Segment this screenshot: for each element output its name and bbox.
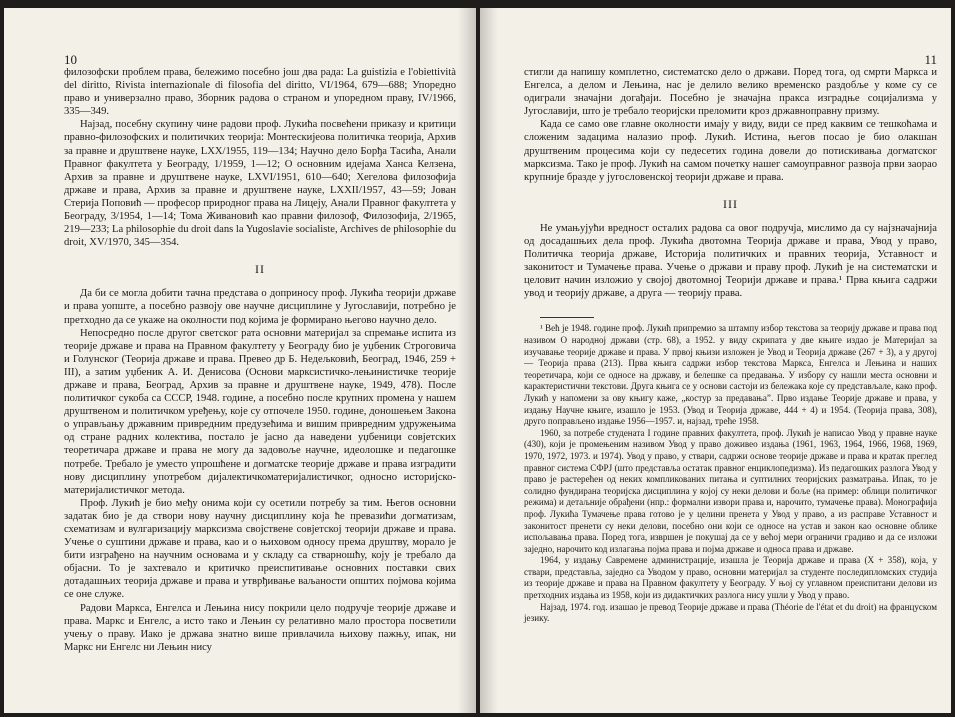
paragraph: Не умањујући вредност осталих радова са овог подручја, мислимо да су најзначајнија од досадашњих дела проф. Лукића двотомна Теорија државе и права, Увод у право, Политичка теорија државе, Историја политичких и правних теорија, Уставност и законитост и Тумачење права. Учење о држави и праву проф. Лукић је на систематски и целовит начин изложио у својој двотомној Теорији државе и права.¹ Прва књига садржи увод и теорију државе, а друга — теорију права.	[524, 222, 937, 300]
left-page-text	[64, 66, 456, 654]
paragraph: филозофски проблем права, бележимо посебно још два рада: La guistizia e l'obiettività del diritto, Rivista internazionale di filosofia del diritto, VI/1964, 679—688; Упоредно право и универзално право, Зборник радова о страном и упоредном праву, IV/1966, 335—349.	[64, 67, 456, 118]
footnote: Најзад, 1974. год. изашао је превод Теорије државе и права (Théorie de l'état et du droit) на француском језику.	[524, 601, 937, 624]
page-number: 11	[924, 52, 937, 67]
page-number: 10	[64, 52, 77, 67]
paragraph: Да би се могла добити тачна представа о доприносу проф. Лукића теорији државе и права уопште, а посебно развоју ове научне дисциплине у Југославији, потребно је претходно да се укаже на околности под којима је формирано његово научно дело.	[64, 288, 456, 326]
right-page	[480, 8, 951, 713]
paragraph: стигли да напишу комплетно, систематско дело о држави. Поред тога, од смрти Маркса и Енгелса, а делом и Лењина, нас је делило велико временско раздобље у коме су се одиграли значајни догађаји. Посебно је значајна пракса изградње социјализма у Југославији, што је требало теоријски преломити кроз државноправну призму.	[524, 67, 937, 118]
right-page-text	[524, 66, 937, 625]
spine-shadow	[480, 8, 498, 713]
paragraph: Када се само ове главне околности имају у виду, види се пред каквим се тешкоћама и сложеним задацима налазио проф. Лукић. Истина, његов посао је био олакшан друштвеним процесима који су педесетих година довели до потискивања догматског марксизма. Тако је проф. Лукић на самом почетку нашег самоуправног развоја први заорао крупније бразде у југословенској теорији државе и права.	[524, 119, 937, 183]
paragraph: Непосредно после другог светског рата основни материјал за спремање испита из теорије државе и права на Правном факултету у Београду био је уџбеник Строговича и Голунског (Теорија државе и права. Превео др Б. Недељковић, Београд, 1946, 259 + III), а затим уџбеник А. И. Денисова (Основи марксистичко-лењинистичке теорије државе и права, Београд, Архив за правне и друштвене науке, 1949, 478). После политичког сукоба са СССР, 1948. године, а посебно после крупних промена у нашем друштвеном и политичком уређењу, које су отпочеле 1950. године, доношењем Закона о управљању државним привредним предузећима и вишим привредним удружењима од стране радних колектива, постало је јасно да наведени уџбеници совјетских теоретичара државе и права не могу да задовоље научне, идеолошке и педагошке потребе. Требало је уместо упрошћене и догматске теорије државе и права изградити нову дисциплину употребом дијалектичкоматеријалистичког, односно историјско-материјалистичког метода.	[64, 327, 456, 496]
spine-shadow	[458, 8, 476, 713]
left-page	[4, 8, 476, 713]
section-heading: III	[723, 196, 738, 211]
footnote: ¹ Већ је 1948. године проф. Лукић припремио за штампу избор текстова за теорију државе и права под називом О народној држави (стр. 68), а 1952. у виду скрипата у две књиге издао је Материјал за изучавање теорије државе и права. У првој књизи изложен је Увод и Теорија државе (267 + 3), а у другој — Теорија права (213). Прва књига садржи избор текстова Маркса, Енгелса и Лењина и наших теоретичара, који се односе на државу, и белешке са предавања. У избору су нашли места основни и карактеристични текстови. Друга књига се у основи састоји из бележака које су представљале, како проф. Лукић у напомени за ову књигу каже, „костур за предавања”. Прво издање Теорије државе и права, у издању Научне књиге, изашло је 1953. (Увод и Теорија државе, 444 + 4) и 1954. (Теорија права, 308), друго поправљено издање 1956—1957. и, најзад, треће 1958.	[524, 323, 937, 427]
section-heading: II	[255, 262, 265, 277]
footnote: 1964, у издању Савремене администрације, изашла је Теорија државе и права (X + 358), која, у ствари, представља, заједно са Уводом у право, основни материјал за студенте последипломских студија из теорије државе и права на Правном факултету у Београду. У њој су углавном преиспитани делови из претходних издања из 1958, који из дидактичких разлога нису ушли у Увод у право.	[524, 555, 937, 601]
paragraph: Радови Маркса, Енгелса и Лењина нису покрили цело подручје теорије државе и права. Маркс и Енгелс, а исто тако и Лењин су релативно мало простора посветили учењу о праву. Иако је држава знатно више привлачила њихову пажњу, ипак, ни Маркс ни Енгелс ни Лењин нису	[64, 602, 456, 653]
paragraph: Најзад, посебну скупину чине радови проф. Лукића посвећени приказу и критици правно-филозофских и политичких теорија: Монтескијеова политичка теорија, Архив за правне и друштвене науке, LXX/1955, 119—134; Научно дело Борђа Тасића, Анали Правног факултета у Београду, 1/1959, 1—12; О основним идејама Ханса Келзена, Архив за правне и друштвене науке, LXVI/1951, 610—640; Хегелова филозофија државе и права, Архив за правне и друштвене науке, LXXII/1957, 43—59; Јован Стерија Поповић — професор природног права на Лицеју, Анали Правног факултета у Београду, 3/1954, 1—14; Тома Живановић као правни филозоф, Филозофија, 2/1965, 219—233; La philosophie du droit dans la Yugoslavie socialiste, Archives de philosophie du droit, XV/1970, 345—354.	[64, 119, 456, 249]
footnote: 1960, за потребе студената I године правних факултета, проф. Лукић је написао Увод у правне науке (430), који је промењеним називом Увод у право доживео издања (1961, 1963, 1964, 1966, 1968, 1969, 1970, 1972, 1973. и 1974). Увод у право, у ствари, садржи основе теорије државе и права и кратак преглед правног система СФРЈ (што представља остатак правног енциклопедизма). Из педагошких разлога Увод у право је растерећен од неких компликованих питања и суптилних теоријских разматрања. Ипак, то је солидно фундирана теоријска дисциплина у којој су неки делови и боље (на пример: облици политичког режима) и детаљније обрађени (нпр.: формални извори права и, нарочито, тумачење права). Монографија проф. Лукића Тумачење права готово је у целини пренета у Увод у право, а из расправе Уставност и законитост пренети су неки делови, посебно они који се односе на устав и закон као основне облике испољавања права. Поред тога, извршен је покушај да се у већој мери ограничи градиво и да се изложи заједно, нарочито код излагања појма права и појма државе и односа права и државе.	[524, 427, 937, 554]
footnote-rule	[540, 317, 594, 318]
paragraph: Проф. Лукић је био међу онима који су осетили потребу за тим. Његов основни задатак био је да створи нову научну дисциплину која ће превазићи догматизам, схематизам и вулгаризацију марксизма својствене совјетској теорији државе и права. Учење о суштини државе и права, као и о њиховом односу према друштву, морало је бити изграђено на научним основама и у складу са стварношћу, коју је требало да објасни. То је захтевало и критичко преиспитивање основних поставки свих дотадашњих теорија државе и права и утврђивање ваљаности општих појмова којима се оне служе.	[64, 497, 456, 601]
